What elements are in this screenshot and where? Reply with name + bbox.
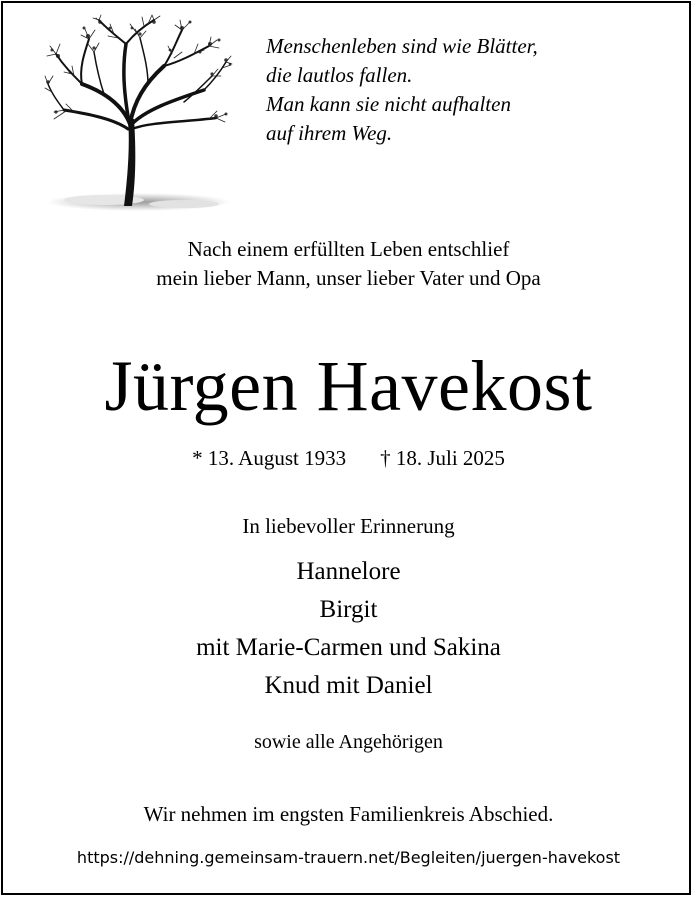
family-list	[0, 553, 697, 705]
poem-line: Menschenleben sind wie Blätter,	[266, 34, 538, 58]
poem-line: die lautlos fallen.	[266, 63, 413, 87]
family-member: Birgit	[319, 596, 378, 623]
memorial-link[interactable]: https://dehning.gemeinsam-trauern.net/Begleiten/juergen-havekost	[76, 848, 621, 867]
poem-line: Man kann sie nicht aufhalten	[266, 92, 511, 116]
farewell-line: Wir nehmen im engsten Familienkreis Abschied.	[143, 802, 554, 826]
life-dates	[0, 444, 697, 472]
poem	[266, 32, 538, 148]
memory-heading: In liebevoller Erinnerung	[242, 514, 455, 538]
birth-date: * 13. August 1933	[192, 446, 347, 470]
intro-line: mein lieber Mann, unser lieber Vater und Opa	[156, 266, 541, 290]
tree-illustration	[44, 14, 234, 214]
deceased-name: Jürgen Havekost	[104, 346, 593, 426]
poem-line: auf ihrem Weg.	[266, 121, 393, 145]
intro-text	[0, 235, 697, 293]
family-member: Hannelore	[296, 558, 401, 585]
relatives-line: sowie alle Angehörigen	[254, 731, 443, 753]
family-member: mit Marie-Carmen und Sakina	[196, 634, 501, 661]
death-date: † 18. Juli 2025	[380, 446, 505, 470]
family-member: Knud mit Daniel	[264, 672, 433, 699]
intro-line: Nach einem erfüllten Leben entschlief	[187, 237, 510, 261]
